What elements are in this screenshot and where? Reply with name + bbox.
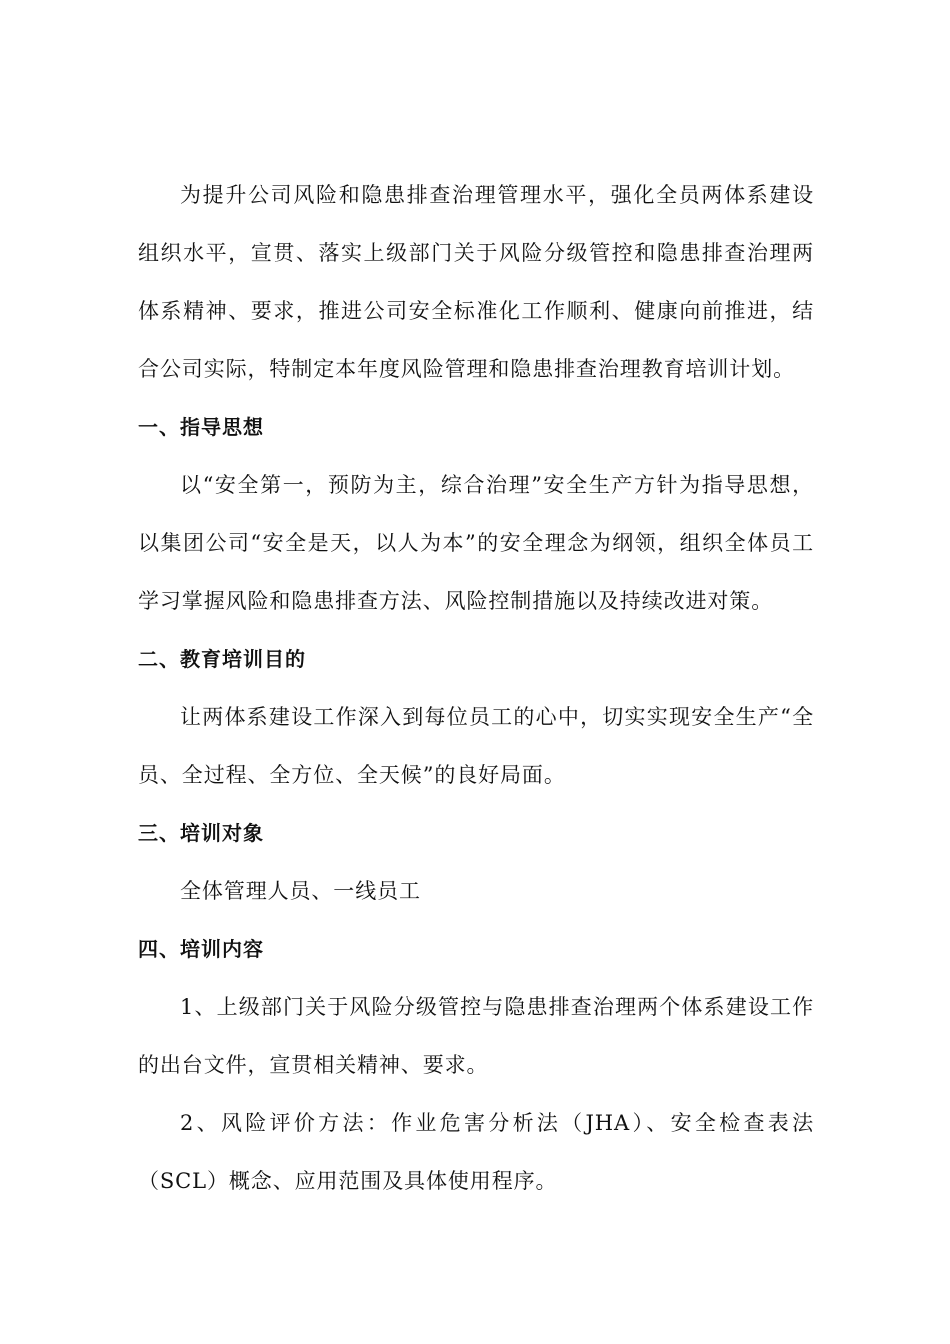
document-body xyxy=(138,166,814,1210)
section-heading-training-content: 四、培训内容 xyxy=(138,937,264,961)
training-content-item-2: 2、风险评价方法：作业危害分析法（JHA）、安全检查表法（SCL）概念、应用范围及具体使用程序。 xyxy=(138,1111,814,1193)
training-purpose-paragraph: 让两体系建设工作深入到每位员工的心中，切实实现安全生产“全员、全过程、全方位、全天候”的良好局面。 xyxy=(138,705,814,787)
section-heading-guiding-ideology: 一、指导思想 xyxy=(138,415,264,439)
section-heading-training-purpose: 二、教育培训目的 xyxy=(138,647,306,671)
intro-paragraph: 为提升公司风险和隐患排查治理管理水平，强化全员两体系建设组织水平，宣贯、落实上级部门关于风险分级管控和隐患排查治理两体系精神、要求，推进公司安全标准化工作顺利、健康向前推进，结合公司实际，特制定本年度风险管理和隐患排查治理教育培训计划。 xyxy=(138,183,814,381)
training-audience-paragraph: 全体管理人员、一线员工 xyxy=(180,879,421,903)
guiding-ideology-paragraph: 以“安全第一，预防为主，综合治理”安全生产方针为指导思想，以集团公司“安全是天，以人为本”的安全理念为纲领，组织全体员工学习掌握风险和隐患排查方法、风险控制措施以及持续改进对策。 xyxy=(138,473,814,613)
section-heading-training-audience: 三、培训对象 xyxy=(138,821,264,845)
training-content-item-1: 1、上级部门关于风险分级管控与隐患排查治理两个体系建设工作的出台文件，宣贯相关精神、要求。 xyxy=(138,995,814,1077)
